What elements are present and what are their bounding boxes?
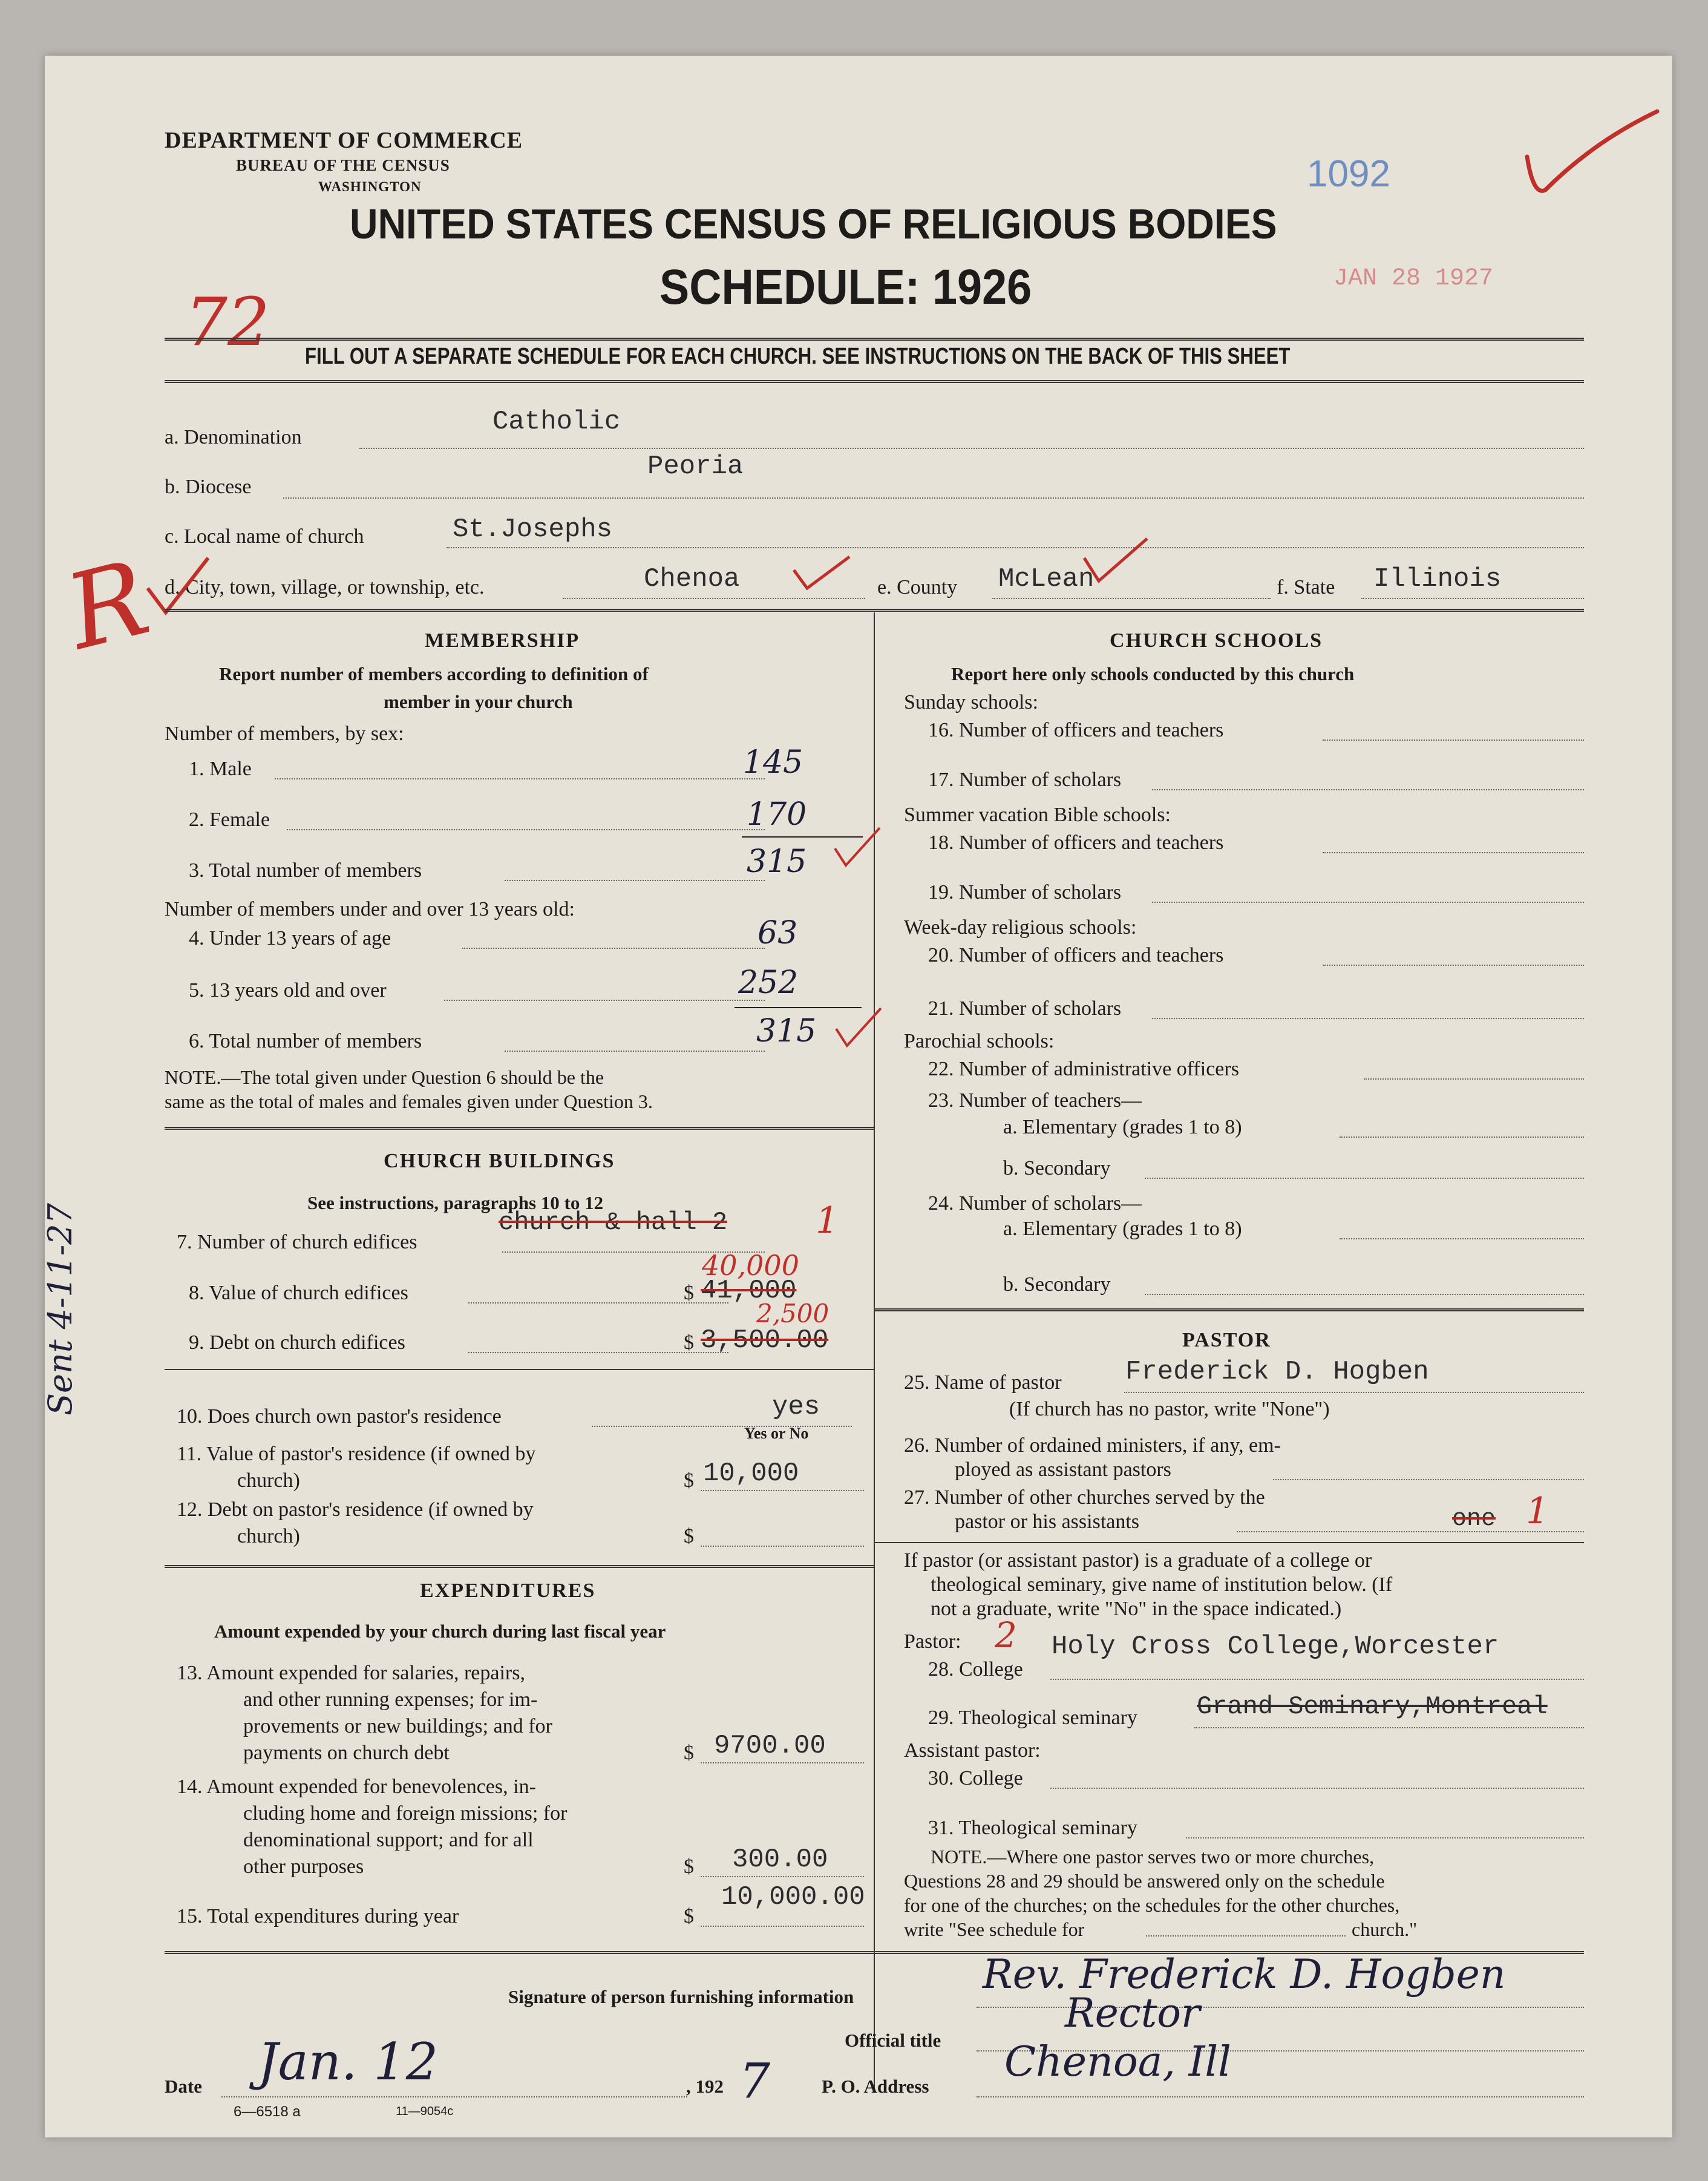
schedule-title: SCHEDULE: 1926 <box>659 260 1032 315</box>
q14-label-b: cluding home and foreign missions; for <box>243 1802 568 1825</box>
q13-value: 9700.00 <box>714 1731 826 1761</box>
answer-line <box>1340 1238 1584 1239</box>
q25-value: Frederick D. Hogben <box>1125 1357 1429 1387</box>
q10-label: 10. Does church own pastor's residence <box>177 1405 502 1428</box>
divider <box>165 380 1584 385</box>
q9-dollar: $ <box>684 1331 694 1354</box>
q15-label: 15. Total expenditures during year <box>177 1905 459 1927</box>
q26-label-a: 26. Number of ordained ministers, if any, em- <box>904 1434 1281 1457</box>
q11-value: 10,000 <box>703 1458 799 1489</box>
stamp-number: 1092 <box>1307 153 1390 195</box>
q30-label: 30. College <box>928 1767 1023 1789</box>
schools-title: CHURCH SCHOOLS <box>1110 629 1323 652</box>
form-number: 6—6518 a <box>234 2104 301 2120</box>
answer-line <box>447 547 1584 548</box>
asst-pastor-label: Assistant pastor: <box>904 1739 1041 1762</box>
date-label: Date <box>165 2076 202 2097</box>
q4-label: 4. Under 13 years of age <box>189 927 391 949</box>
q9-struck-value: 3,500.00 <box>701 1325 829 1356</box>
q12-label-b: church) <box>237 1525 300 1547</box>
expenditures-sub: Amount expended by your church during last fiscal year <box>214 1621 666 1642</box>
red-check-mark-icon <box>1521 99 1666 202</box>
answer-line <box>701 1546 864 1547</box>
denomination-label: a. Denomination <box>165 426 302 448</box>
divider <box>165 1369 874 1370</box>
parochial-heading: Parochial schools: <box>904 1030 1055 1052</box>
divider <box>165 1565 874 1570</box>
answer-line <box>1323 852 1584 853</box>
answer-line <box>701 1490 864 1491</box>
q5-value: 252 <box>738 965 799 1001</box>
q9-label: 9. Debt on church edifices <box>189 1331 405 1354</box>
census-schedule-sheet <box>41 56 1672 2137</box>
answer-line <box>1050 1788 1584 1789</box>
answer-line <box>1186 1837 1584 1838</box>
answer-line <box>1152 1018 1584 1019</box>
red-check-icon <box>1079 534 1152 588</box>
q27-label-a: 27. Number of other churches served by the <box>904 1486 1265 1509</box>
q24b-label: b. Secondary <box>1003 1273 1111 1296</box>
answer-line <box>1124 1392 1584 1393</box>
q4-value: 63 <box>757 915 798 951</box>
pastor-title: PASTOR <box>1182 1329 1271 1351</box>
q12-dollar: $ <box>684 1525 694 1547</box>
q22-label: 22. Number of administrative officers <box>928 1058 1239 1080</box>
q7-value: 1 <box>816 1199 839 1242</box>
q16-label: 16. Number of officers and teachers <box>928 719 1224 741</box>
q8-dollar: $ <box>684 1282 694 1304</box>
membership-sub1: Report number of members according to definition of <box>219 663 649 684</box>
pastor-sub-label: Pastor: <box>904 1630 961 1653</box>
red-r-mark: R <box>55 538 160 674</box>
q2-label: 2. Female <box>189 808 270 831</box>
answer-line <box>1364 1078 1584 1080</box>
q3-label: 3. Total number of members <box>189 859 422 882</box>
q1-value: 145 <box>743 744 803 781</box>
age-heading: Number of members under and over 13 years old: <box>165 898 575 920</box>
signature-value: Rev. Frederick D. Hogben <box>983 1951 1506 1998</box>
q18-label: 18. Number of officers and teachers <box>928 831 1224 854</box>
official-title-value: Rector <box>1065 1990 1200 2036</box>
q24-label: 24. Number of scholars— <box>928 1192 1142 1215</box>
q14-dollar: $ <box>684 1855 694 1878</box>
q14-value: 300.00 <box>732 1845 828 1875</box>
local-name-label: c. Local name of church <box>165 525 364 548</box>
by-sex-label: Number of members, by sex: <box>165 723 404 745</box>
q14-label-a: 14. Amount expended for benevolences, in- <box>177 1776 536 1798</box>
local-name-value: St.Josephs <box>453 514 613 545</box>
yes-no-caption: Yes or No <box>744 1425 809 1442</box>
q29-value: Grand Seminary,Montreal <box>1197 1692 1548 1721</box>
q13-dollar: $ <box>684 1742 694 1764</box>
q26-label-b: ployed as assistant pastors <box>955 1458 1171 1481</box>
answer-line <box>1273 1479 1584 1480</box>
pastor-note3: for one of the churches; on the schedules for the other churches, <box>904 1894 1400 1916</box>
q21-label: 21. Number of scholars <box>928 997 1122 1020</box>
q24a-label: a. Elementary (grades 1 to 8) <box>1003 1218 1242 1240</box>
q23b-label: b. Secondary <box>1003 1157 1111 1179</box>
q27-value: 1 <box>1526 1490 1549 1532</box>
year-prefix: , 192 <box>686 2076 724 2097</box>
weekday-heading: Week-day religious schools: <box>904 916 1137 939</box>
pastor-note1: NOTE.—Where one pastor serves two or more churches, <box>931 1846 1375 1868</box>
q8-value: 40,000 <box>702 1249 799 1282</box>
q8-struck-value: 41,000 <box>701 1276 797 1306</box>
answer-line <box>1146 1935 1346 1937</box>
q5-label: 5. 13 years old and over <box>189 979 387 1002</box>
q17-label: 17. Number of scholars <box>928 769 1122 791</box>
answer-line <box>992 598 1271 599</box>
answer-line <box>1050 1679 1584 1680</box>
summer-heading: Summer vacation Bible schools: <box>904 804 1171 826</box>
signature-label: Signature of person furnishing information <box>508 1986 854 2007</box>
schools-sub: Report here only schools conducted by this church <box>951 663 1355 684</box>
answer-line <box>505 1051 765 1052</box>
q14-label-c: denominational support; and for all <box>243 1829 534 1851</box>
answer-line <box>1152 902 1584 903</box>
q28-label: 28. College <box>928 1658 1023 1681</box>
answer-line <box>1340 1136 1584 1138</box>
q9-value: 2,500 <box>756 1299 829 1328</box>
print-number: 11—9054c <box>396 2105 454 2118</box>
year-value: 7 <box>739 2053 770 2109</box>
q2-value: 170 <box>747 796 807 833</box>
answer-line <box>1152 789 1584 790</box>
q7-label: 7. Number of church edifices <box>177 1231 417 1253</box>
answer-line <box>283 497 1584 499</box>
q7-struck-value: church & hall 2 <box>499 1208 728 1237</box>
q14-label-d: other purposes <box>243 1855 364 1878</box>
city-heading: WASHINGTON <box>318 179 422 194</box>
q23a-label: a. Elementary (grades 1 to 8) <box>1003 1116 1242 1138</box>
q23-label: 23. Number of teachers— <box>928 1089 1142 1112</box>
q6-value: 315 <box>756 1013 817 1049</box>
answer-line <box>1145 1294 1584 1295</box>
answer-line <box>563 598 865 599</box>
red-handwritten-number: 72 <box>185 283 270 361</box>
membership-sub2: member in your church <box>384 691 573 712</box>
answer-line <box>505 880 765 881</box>
answer-line <box>701 1876 864 1877</box>
red-check-icon <box>830 824 885 873</box>
q20-label: 20. Number of officers and teachers <box>928 944 1224 966</box>
q25-note: (If church has no pastor, write "None") <box>1009 1398 1330 1420</box>
instructions-bar: FILL OUT A SEPARATE SCHEDULE FOR EACH CHURCH. SEE INSTRUCTIONS ON THE BACK OF THIS SHEET <box>305 344 1291 369</box>
diocese-label: b. Diocese <box>165 476 252 498</box>
answer-line <box>701 1926 864 1927</box>
answer-line <box>592 1426 852 1427</box>
q28-value: Holy Cross College,Worcester <box>1052 1632 1499 1662</box>
diocese-value: Peoria <box>647 451 744 482</box>
grad-line2: theological seminary, give name of institution below. (If <box>931 1573 1393 1596</box>
city-label: d. City, town, village, or township, etc. <box>165 576 485 599</box>
q13-label-a: 13. Amount expended for salaries, repairs, <box>177 1662 525 1684</box>
expenditures-title: EXPENDITURES <box>420 1579 596 1602</box>
pastor-note4: write "See schedule for <box>904 1918 1085 1940</box>
q19-label: 19. Number of scholars <box>928 881 1122 904</box>
po-address-value: Chenoa, Ill <box>1004 2038 1231 2086</box>
answer-line <box>444 1000 765 1001</box>
q15-dollar: $ <box>684 1905 694 1927</box>
divider <box>874 1542 1584 1543</box>
grad-line1: If pastor (or assistant pastor) is a graduate of a college or <box>904 1549 1372 1572</box>
q27-label-b: pastor or his assistants <box>955 1510 1140 1533</box>
answer-line <box>275 778 765 779</box>
red-check-icon <box>831 1005 886 1053</box>
q15-value: 10,000.00 <box>721 1882 865 1912</box>
grad-line3: not a graduate, write "No" in the space indicated.) <box>931 1598 1342 1620</box>
received-date-stamp: JAN 28 1927 <box>1333 265 1494 292</box>
q31-label: 31. Theological seminary <box>928 1817 1137 1839</box>
membership-note1: NOTE.—The total given under Question 6 should be the <box>165 1066 604 1088</box>
sunday-heading: Sunday schools: <box>904 691 1038 713</box>
q27-struck-value: one <box>1452 1506 1496 1533</box>
q6-label: 6. Total number of members <box>189 1030 422 1052</box>
q12-label-a: 12. Debt on pastor's residence (if owned by <box>177 1498 534 1521</box>
answer-line <box>1323 965 1584 966</box>
city-value: Chenoa <box>644 564 740 594</box>
answer-line <box>221 2096 687 2097</box>
answer-line <box>1323 740 1584 741</box>
state-value: Illinois <box>1373 564 1502 594</box>
q1-label: 1. Male <box>189 758 252 780</box>
divider <box>874 1308 1584 1314</box>
answer-line <box>701 1762 864 1763</box>
pastor-note5: church." <box>1352 1918 1418 1940</box>
dept-heading: DEPARTMENT OF COMMERCE <box>165 128 523 153</box>
divider <box>165 338 1584 343</box>
membership-note2: same as the total of males and females given under Question 3. <box>165 1090 653 1112</box>
q11-label-a: 11. Value of pastor's residence (if owned by <box>177 1443 536 1465</box>
q13-label-b: and other running expenses; for im- <box>243 1688 538 1711</box>
q13-label-c: provements or new buildings; and for <box>243 1715 552 1737</box>
county-label: e. County <box>877 576 958 599</box>
answer-line <box>287 829 765 830</box>
divider <box>165 1127 874 1132</box>
q13-label-d: payments on church debt <box>243 1742 450 1764</box>
county-value: McLean <box>998 564 1094 594</box>
q25-label: 25. Name of pastor <box>904 1371 1062 1394</box>
answer-line <box>1361 598 1584 599</box>
membership-title: MEMBERSHIP <box>425 629 580 652</box>
answer-line <box>1194 1727 1584 1728</box>
date-value: Jan. 12 <box>258 2032 439 2091</box>
official-title-label: Official title <box>845 2030 941 2051</box>
answer-line <box>977 2096 1584 2097</box>
q3-value: 315 <box>747 844 807 880</box>
denomination-value: Catholic <box>492 407 621 437</box>
q11-dollar: $ <box>684 1469 694 1492</box>
buildings-sub: See instructions, paragraphs 10 to 12 <box>307 1192 604 1213</box>
q11-label-b: church) <box>237 1469 300 1492</box>
answer-line <box>462 948 765 949</box>
state-label: f. State <box>1277 576 1335 599</box>
answer-line <box>1145 1178 1584 1179</box>
margin-note: Sent 4-11-27 <box>41 1203 79 1415</box>
form-title: UNITED STATES CENSUS OF RELIGIOUS BODIES <box>350 200 1277 248</box>
po-address-label: P. O. Address <box>822 2076 929 2097</box>
buildings-title: CHURCH BUILDINGS <box>384 1150 615 1172</box>
pastor-red-mark: 2 <box>995 1615 1017 1656</box>
q8-label: 8. Value of church edifices <box>189 1282 408 1304</box>
q29-label: 29. Theological seminary <box>928 1707 1137 1729</box>
q10-value: yes <box>772 1392 820 1422</box>
answer-line <box>359 448 1584 449</box>
red-check-icon <box>789 552 856 594</box>
bureau-heading: BUREAU OF THE CENSUS <box>236 156 450 174</box>
pastor-note2: Questions 28 and 29 should be answered only on the schedule <box>904 1870 1385 1892</box>
